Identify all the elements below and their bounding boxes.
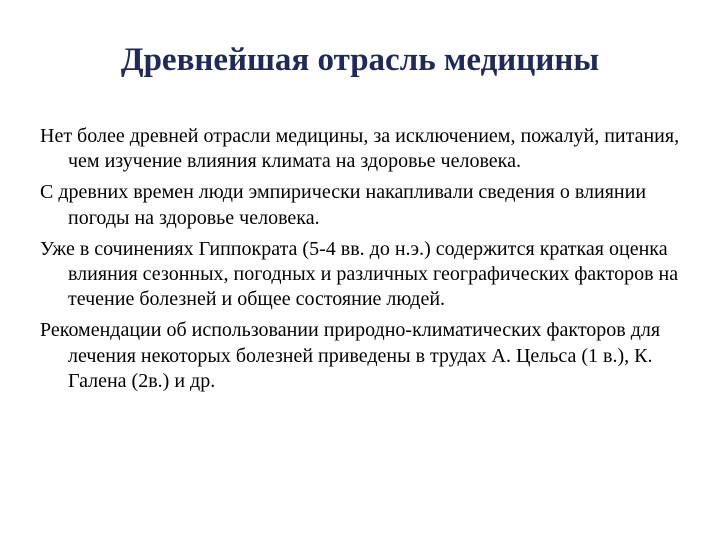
paragraph-hippocrates: Уже в сочинениях Гиппократа (5-4 вв. до н.э.) содержится краткая оценка влияния сезонных, погодных и различных географических факторов на течение болезней и общее состояние людей. <box>40 237 679 311</box>
slide-body <box>40 124 685 400</box>
paragraph-empirical-knowledge: С древних времен люди эмпирически накапливали сведения о влиянии погоды на здоровье человека. <box>40 181 647 229</box>
slide-title: Древнейшая отрасль медицины <box>120 42 600 78</box>
paragraph-recommendations: Рекомендации об использовании природно-климатических факторов для лечения некоторых болезней приведены в трудах А. Цельса (1 в.), К. Галена (2в.) и др. <box>40 319 661 392</box>
paragraph-climate-study: Нет более древней отрасли медицины, за исключением, пожалуй, питания, чем изучение влияния климата на здоровье человека. <box>40 125 680 173</box>
